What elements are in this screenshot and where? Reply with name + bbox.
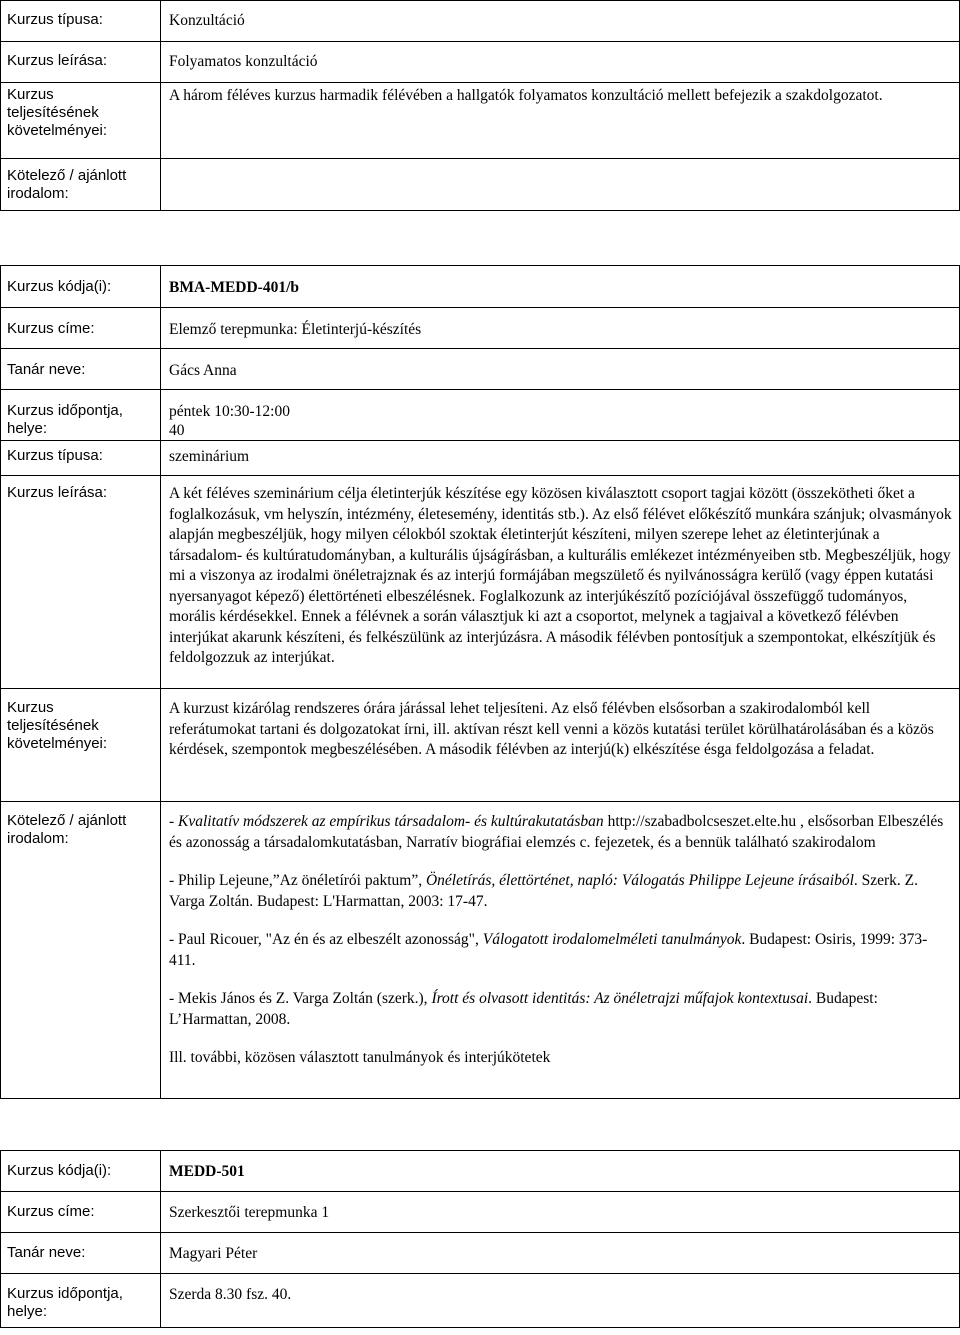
literature-value <box>161 159 960 211</box>
time-place-label <box>1 1274 161 1328</box>
teacher-label: Tanár neve: <box>1 1233 161 1274</box>
course-table-2 <box>0 265 960 1099</box>
requirements-value: A három féléves kurzus harmadik félévében a hallgatók folyamatos konzultáció mellett befejezik a szakdolgozatot. <box>161 83 960 159</box>
course-title: Szerkesztői terepmunka 1 <box>161 1192 960 1233</box>
literature-item: Ill. további, közösen választott tanulmányok és interjúkötetek <box>169 1049 551 1066</box>
code-label: Kurzus kódja(i): <box>1 1151 161 1192</box>
title-label: Kurzus címe: <box>1 1192 161 1233</box>
literature-list <box>161 802 960 1099</box>
description-value: Folyamatos konzultáció <box>161 42 960 83</box>
label-line: követelményei: <box>7 122 108 139</box>
course-type: szeminárium <box>161 441 960 476</box>
label-line: helye: <box>7 1303 48 1320</box>
course-table-3 <box>0 1150 960 1328</box>
label-line: teljesítésének <box>7 104 99 121</box>
description-label: Kurzus leírása: <box>1 42 161 83</box>
title-label: Kurzus címe: <box>1 308 161 349</box>
label-line: követelményei: <box>7 735 108 752</box>
label-line: helye: <box>7 420 48 437</box>
teacher-name: Magyari Péter <box>161 1233 960 1274</box>
time-place-value: Szerda 8.30 fsz. 40. <box>161 1274 960 1328</box>
course-time: péntek 10:30-12:00 <box>169 403 290 420</box>
literature-item: - Paul Ricouer, "Az én és az elbeszélt azonosság", Válogatott irodalomelméleti tanulmányok. Budapest: Osiris, 1999: 373-411. <box>169 931 928 969</box>
literature-item: - Kvalitatív módszerek az empírikus társadalom- és kultúrakutatásban http://szabadbolcseszet.elte.hu , elsősorban Elbeszélés és azonosság a társadalomkutatásban, Narratív biográfiai elemzés c. fejezetek, és a bennük található szakirodalom <box>169 813 944 851</box>
type-label: Kurzus típusa: <box>1 1 161 42</box>
time-place-label <box>1 390 161 441</box>
course-code: MEDD-501 <box>161 1151 960 1192</box>
course-code: BMA-MEDD-401/b <box>161 266 960 308</box>
code-label: Kurzus kódja(i): <box>1 266 161 308</box>
teacher-name: Gács Anna <box>161 349 960 390</box>
label-line: irodalom: <box>7 185 69 202</box>
description-label: Kurzus leírása: <box>1 476 161 689</box>
course-table-1 <box>0 0 960 211</box>
course-requirements: A kurzust kizárólag rendszeres órára járással lehet teljesíteni. Az első félévben elsősorban a szakirodalomból kell referátumokat tartani és dolgozatokat írni, ill. aktívan részt kell venni a közös kutatási terület körülhatárolásában és a közös kérdések, szempontok megbeszélésében. A második félévben az interjú(k) elkészítése ésga feldolgozása a feladat. <box>161 689 960 802</box>
time-place-value <box>161 390 960 441</box>
label-line: Kurzus időpontja, <box>7 402 123 419</box>
label-line: Kurzus <box>7 699 54 716</box>
label-line: Kötelező / ajánlott <box>7 167 127 184</box>
literature-item: - Philip Lejeune,”Az önéletírói paktum”, Önéletírás, élettörténet, napló: Válogatás Philippe Lejeune írásaiból. Szerk. Z. Varga Zoltán. Budapest: L'Harmattan, 2003: 17-47. <box>169 872 919 910</box>
course-title: Elemző terepmunka: Életinterjú-készítés <box>161 308 960 349</box>
literature-label <box>1 159 161 211</box>
label-line: irodalom: <box>7 830 69 847</box>
type-label: Kurzus típusa: <box>1 441 161 476</box>
requirements-label <box>1 83 161 159</box>
requirements-label <box>1 689 161 802</box>
literature-label <box>1 802 161 1099</box>
label-line: Kötelező / ajánlott <box>7 812 127 829</box>
label-line: teljesítésének <box>7 717 99 734</box>
label-line: Kurzus <box>7 86 54 103</box>
literature-item: - Mekis János és Z. Varga Zoltán (szerk.), Írott és olvasott identitás: Az önéletrajzi műfajok kontextusai. Budapest: L’Harmattan, 2008. <box>169 990 878 1028</box>
course-description: A két féléves szeminárium célja életinterjúk készítése egy közösen kiválasztott csoport tagjai között (összekötheti őket a foglalkozásuk, vm helyszín, intézmény, életesemény, identitás stb.). Az első félévet előkészítő munkára szánjuk; olvasmányok alapján megbeszéljük, hogy milyen célokból szoktak életinterjút készíteni, milyen szerepe lehet az életinterjúnak a társadalom- és kultúratudományban, a kulturális újságírásban, a kulturális emlékezet intézményeiben stb. Megbeszéljük, hogy mi a viszonya az irodalmi önéletrajznak és az interjú formájában megszülető és nyilvánosságra kerülő (vagy éppen kutatási nyersanyagot képező) élettörténeti elbeszélésnek. Foglalkozunk az interjúkészítő pozíciójával összefüggő tudományos, morális kérdésekkel. Ennek a félévnek a során választjuk ki azt a csoportot, melynek a tagjaival a következő félévben interjúkat akarunk készíteni, és felkészülünk az interjúzásra. A második félévben pontosítjuk a szempontokat, elkészítjük és feldolgozzuk az interjúkat. <box>161 476 960 689</box>
teacher-label: Tanár neve: <box>1 349 161 390</box>
label-line: Kurzus időpontja, <box>7 1285 123 1302</box>
type-value: Konzultáció <box>161 1 960 42</box>
course-place: 40 <box>169 422 185 439</box>
